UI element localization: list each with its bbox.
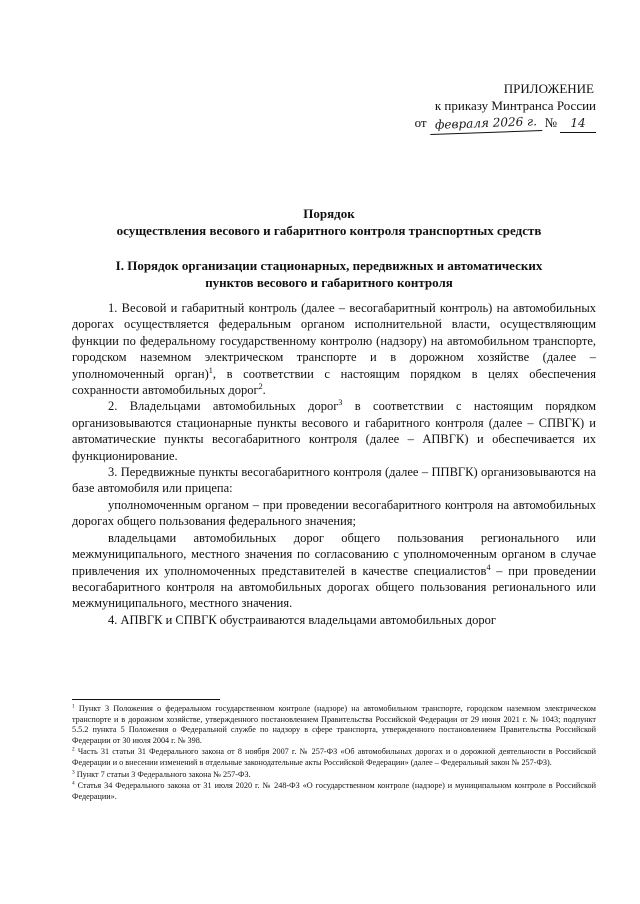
footnote-2-number: 2 <box>72 746 75 753</box>
paragraph-3: 3. Передвижные пункты весогабаритного контроля (далее – ППВГК) организовываются на базе автомобиля или прицепа: <box>72 465 596 496</box>
number-label: № <box>544 115 557 130</box>
footnotes <box>72 704 596 803</box>
footnote-4-number: 4 <box>72 780 75 787</box>
document-body <box>72 300 596 628</box>
paragraph-5 <box>72 530 596 612</box>
paragraph-5-text-a: владельцами автомобильных дорог общего пользования регионального или межмуниципального, местного значения по согласованию с уполномоченным органом в случае привлечения их уполномоченных представителей в качестве специалистов <box>72 530 596 578</box>
title-line-2: осуществления весового и габаритного контроля транспортных средств <box>116 223 542 238</box>
footnote-1 <box>72 704 596 746</box>
footnote-ref-4: 4 <box>486 562 491 572</box>
paragraph-5-text-b: – при проведении весогабаритного контроля на автомобильных дорогах общего пользования регионального или межмуниципального, местного значения. <box>72 563 596 611</box>
section-heading-line-2: пунктов весового и габаритного контроля <box>205 275 453 290</box>
footnote-1-number: 1 <box>72 703 75 710</box>
footnote-4 <box>72 781 596 802</box>
handwritten-number: 14 <box>560 115 596 133</box>
order-reference: к приказу Минтранса России <box>434 98 596 113</box>
footnote-2-text: Часть 31 статьи 31 Федерального закона от 8 ноября 2007 г. № 257-ФЗ «Об автомобильных дорогах и о дорожной деятельности в Российской Федерации и о внесении изменений в отдельные законодательные акты Российской Федерации» (далее – Федеральный закон № 257-ФЗ). <box>72 747 596 767</box>
footnote-4-text: Статья 34 Федерального закона от 31 июля 2020 г. № 248-ФЗ «О государственном контроле (надзоре) и муниципальном контроле в Российской Федерации». <box>72 781 596 801</box>
paragraph-6: 4. АПВГК и СПВГК обустраиваются владельцами автомобильных дорог <box>108 612 496 627</box>
section-heading <box>62 257 596 291</box>
paragraph-1 <box>72 300 596 398</box>
footnote-ref-3: 3 <box>338 398 343 408</box>
paragraph-2-text-b: в соответствии с настоящим порядком организовываются стационарные пункты весового и габаритного контроля (далее – СПВГК) и автоматические пункты весогабаритного контроля (далее – АПВГК) и обеспечивается их функционирование. <box>72 399 596 463</box>
paragraph-2-text-a: 2. Владельцами автомобильных дорог <box>108 399 339 414</box>
footnote-3-text: Пункт 7 статьи 3 Федерального закона № 257-ФЗ. <box>74 769 251 779</box>
footnote-2 <box>72 747 596 768</box>
paragraph-2 <box>72 398 596 464</box>
footnote-ref-2: 2 <box>258 381 263 391</box>
handwritten-date: февраля 2026 г. <box>429 113 542 135</box>
title-line-1: Порядок <box>303 206 355 221</box>
footnote-1-text: Пункт 3 Положения о федеральном государственном контроле (надзоре) на автомобильном транспорте, городском наземном электрическом транспорте и в дорожном хозяйстве, утвержденного постановлением Правительства Российской Федерации от 29 июня 2021 г. № 1043; подпункт 5.5.2 пункта 5 Положения о Федеральной службе по надзору в сфере транспорта, утвержденного постановлением Правительства Российской Федерации от 30 июля 2004 г. № 398. <box>72 704 596 745</box>
from-label: от <box>414 115 427 130</box>
paragraph-1-text-c: . <box>262 383 266 398</box>
appendix-label: ПРИЛОЖЕНИЕ <box>503 81 594 96</box>
footnote-separator <box>72 699 220 700</box>
appendix-header <box>415 80 596 133</box>
document-title <box>62 205 596 239</box>
footnote-ref-1: 1 <box>208 365 213 375</box>
paragraph-1-text-b: , в соответствии с настоящим порядком в целях обеспечения сохранности автомобильных дорог <box>72 366 596 398</box>
footnote-3-number: 3 <box>72 768 75 775</box>
section-heading-line-1: I. Порядок организации стационарных, передвижных и автоматических <box>115 258 543 273</box>
paragraph-4: уполномоченным органом – при проведении весогабаритного контроля на автомобильных дорогах общего пользования федерального значения; <box>72 497 596 529</box>
paragraph-1-text-a: 1. Весовой и габаритный контроль (далее – весогабаритный контроль) на автомобильных дорогах осуществляется федеральным органом исполнительной власти, осуществляющим функции по федеральному государственному контролю (надзору) на автомобильном транспорте, городском наземном электрическом транспорте и в дорожном хозяйстве (далее – уполномоченный орган) <box>72 301 596 381</box>
order-date-line <box>415 114 596 133</box>
footnote-3 <box>72 770 596 781</box>
